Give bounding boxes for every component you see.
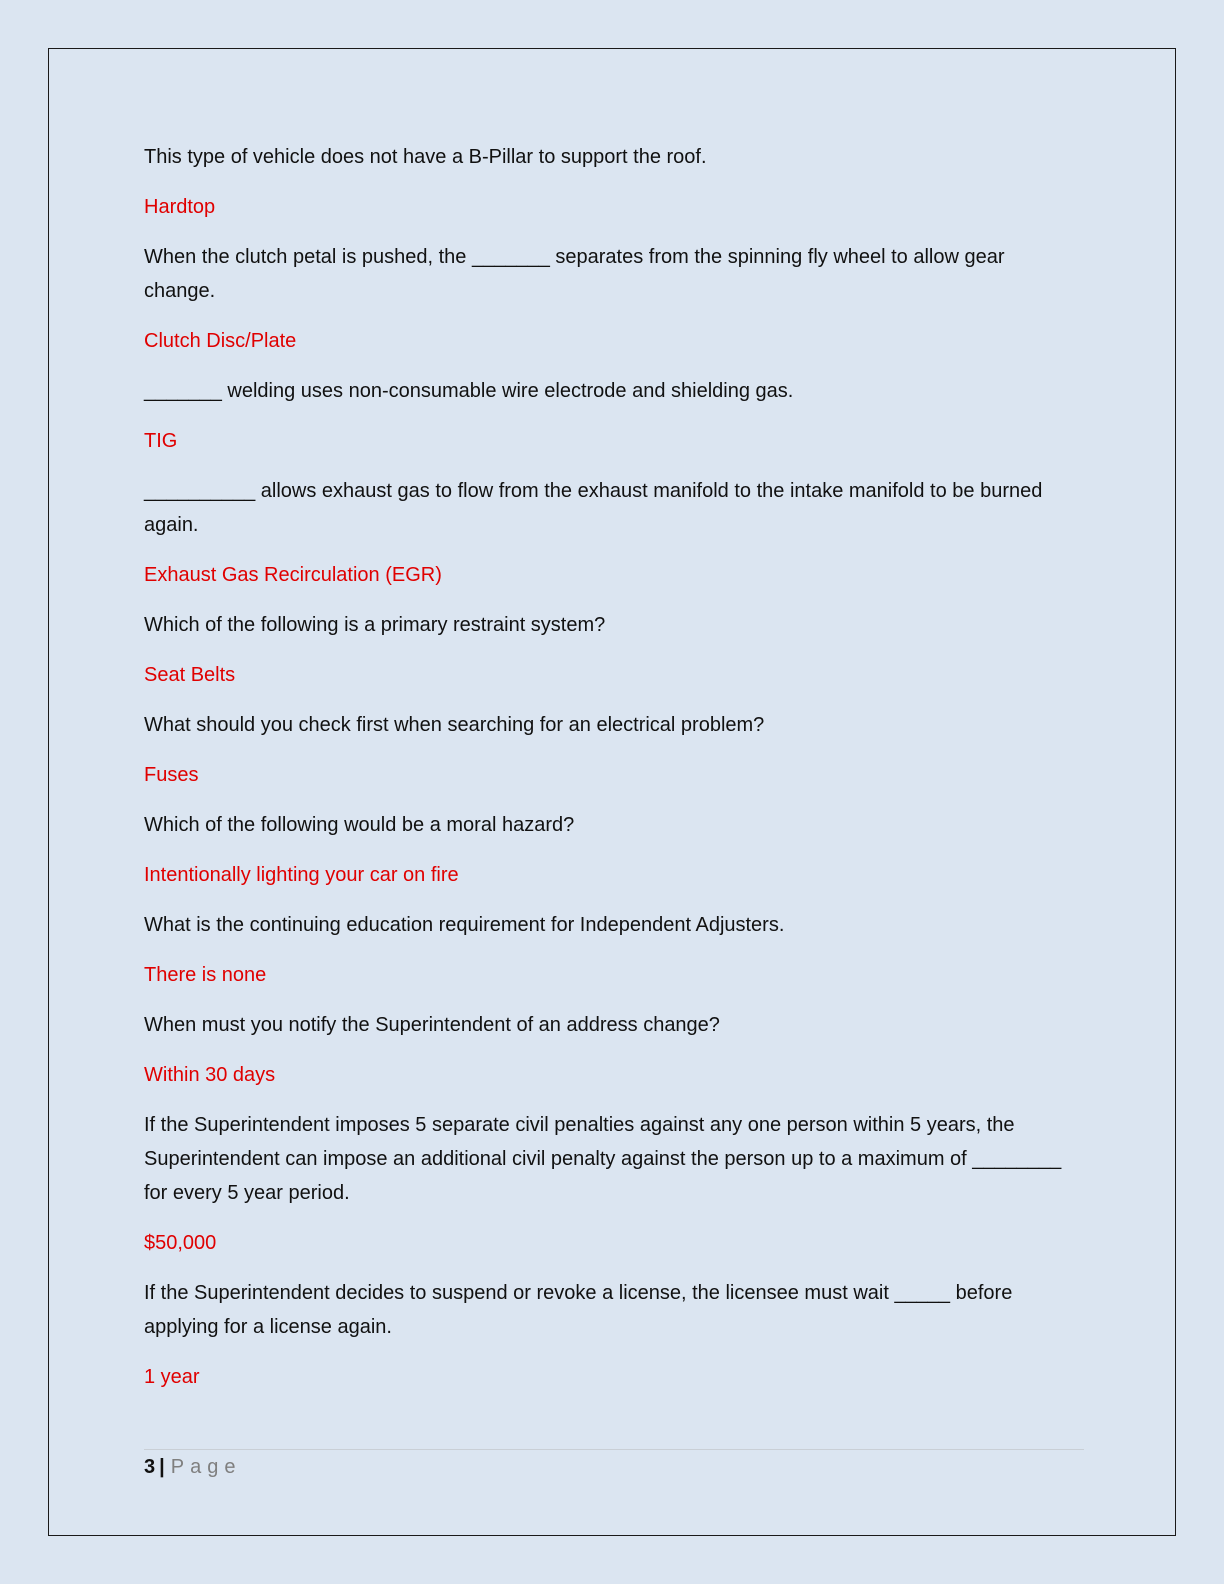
question-3: _______ welding uses non-consumable wire electrode and shielding gas. <box>144 380 794 402</box>
question-6: What should you check first when searching for an electrical problem? <box>144 714 765 736</box>
answer-4: Exhaust Gas Recirculation (EGR) <box>144 564 442 586</box>
document-body <box>144 140 1064 1410</box>
question-10: If the Superintendent imposes 5 separate civil penalties against any one person within 5 years, the Superintendent can impose an additional civil penalty against the person up to a maximum of ________ for every 5 year period. <box>144 1114 1062 1204</box>
answer-7: Intentionally lighting your car on fire <box>144 864 459 886</box>
question-11: If the Superintendent decides to suspend or revoke a license, the licensee must wait _____ before applying for a license again. <box>144 1282 1013 1338</box>
answer-10: $50,000 <box>144 1232 217 1254</box>
answer-2: Clutch Disc/Plate <box>144 330 297 352</box>
question-1: This type of vehicle does not have a B-Pillar to support the roof. <box>144 146 707 168</box>
question-4: __________ allows exhaust gas to flow from the exhaust manifold to the intake manifold to be burned again. <box>144 480 1043 536</box>
answer-5: Seat Belts <box>144 664 236 686</box>
question-7: Which of the following would be a moral hazard? <box>144 814 575 836</box>
question-9: When must you notify the Superintendent of an address change? <box>144 1014 720 1036</box>
footer-divider <box>144 1449 1084 1450</box>
question-2: When the clutch petal is pushed, the _______ separates from the spinning fly wheel to allow gear change. <box>144 246 1005 302</box>
footer-separator: | <box>159 1456 165 1478</box>
answer-11: 1 year <box>144 1366 200 1388</box>
page-number: 3 <box>144 1456 156 1478</box>
answer-3: TIG <box>144 430 178 452</box>
question-5: Which of the following is a primary restraint system? <box>144 614 606 636</box>
question-8: What is the continuing education requirement for Independent Adjusters. <box>144 914 785 936</box>
answer-8: There is none <box>144 964 267 986</box>
answer-9: Within 30 days <box>144 1064 276 1086</box>
page-footer <box>144 1452 241 1482</box>
page-label: Page <box>170 1456 242 1478</box>
answer-6: Fuses <box>144 764 199 786</box>
answer-1: Hardtop <box>144 196 216 218</box>
